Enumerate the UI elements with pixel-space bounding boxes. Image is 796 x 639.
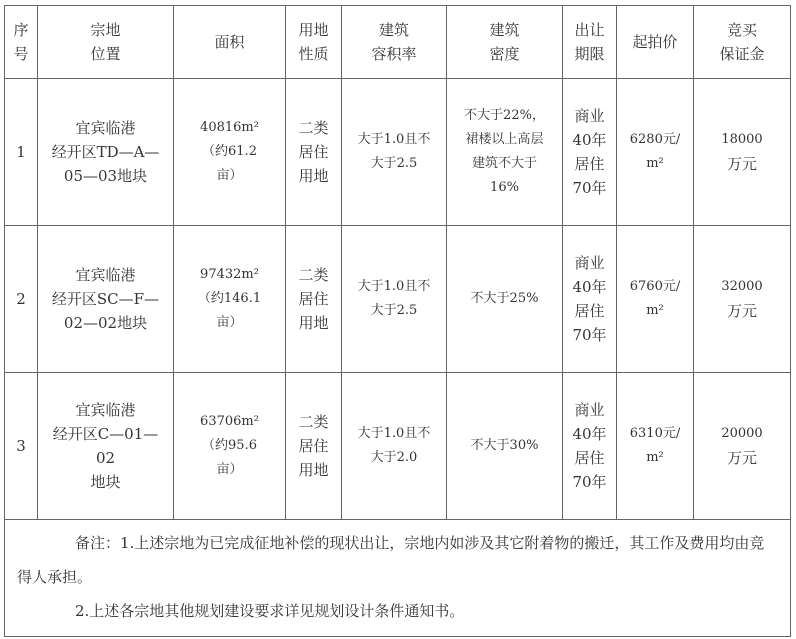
cell-area <box>174 226 286 373</box>
cell-term-line: 40年 <box>572 131 607 149</box>
cell-far-line: 大于2.5 <box>370 156 418 171</box>
notes-cell <box>5 520 791 637</box>
cell-start-price-line: m² <box>646 156 664 171</box>
cell-far-line: 大于2.5 <box>370 303 418 318</box>
header-use-line-2: 性质 <box>298 45 329 63</box>
header-density <box>447 6 563 79</box>
header-density-line-1: 建筑 <box>489 21 520 39</box>
table-row <box>5 226 791 373</box>
cell-term <box>563 79 617 226</box>
cell-density-line: 裙楼以上高层 <box>465 132 544 147</box>
cell-term-line: 居住 <box>574 302 605 320</box>
cell-density-line: 不大于22%， <box>464 108 545 123</box>
cell-start-price-line: m² <box>646 450 664 465</box>
cell-start-price-line: m² <box>646 303 664 318</box>
cell-no-value: 2 <box>16 290 26 308</box>
header-no <box>5 6 38 79</box>
header-deposit <box>694 6 791 79</box>
cell-term-line: 商业 <box>574 254 605 272</box>
header-no-line-1: 序 <box>13 21 29 39</box>
header-row <box>5 6 791 79</box>
cell-area <box>174 373 286 520</box>
cell-density-line: 不大于25% <box>470 291 539 306</box>
header-term-line-1: 出让 <box>574 21 605 39</box>
cell-location-line: 经开区C—01— <box>52 425 159 443</box>
cell-area-line: （约146.1 <box>197 291 262 306</box>
cell-term-line: 商业 <box>574 107 605 125</box>
cell-use-line: 居住 <box>298 143 329 161</box>
header-start-price-line-1: 起拍价 <box>632 33 678 51</box>
cell-start-price-line: 6760元/ <box>629 279 681 294</box>
cell-far-line: 大于1.0且不 <box>357 132 431 147</box>
cell-use-line: 二类 <box>298 119 329 137</box>
cell-deposit <box>694 226 791 373</box>
header-location-line-2: 位置 <box>90 45 121 63</box>
cell-no <box>5 79 38 226</box>
note-2: 2.上述各宗地其他规划建设要求详见规划设计条件通知书。 <box>75 602 465 620</box>
cell-location-line: 02—02地块 <box>63 314 148 332</box>
cell-area-line: 40816m² <box>200 120 259 135</box>
cell-start-price <box>617 226 694 373</box>
cell-location-line: 02 <box>95 449 116 467</box>
cell-term <box>563 226 617 373</box>
cell-location-line: 地块 <box>90 473 121 491</box>
cell-density-line: 建筑不大于 <box>471 156 537 171</box>
cell-far <box>342 226 447 373</box>
cell-density <box>447 373 563 520</box>
cell-location-line: 宜宾临港 <box>75 266 136 284</box>
cell-location <box>38 373 174 520</box>
cell-start-price <box>617 373 694 520</box>
cell-deposit-line: 万元 <box>726 302 757 320</box>
cell-use-line: 用地 <box>298 167 329 185</box>
cell-use <box>286 79 342 226</box>
header-deposit-line-1: 竞买 <box>726 21 757 39</box>
cell-area-line: 97432m² <box>200 267 259 282</box>
header-use-line-1: 用地 <box>298 21 329 39</box>
header-density-line-2: 密度 <box>489 45 520 63</box>
cell-location-line: 宜宾临港 <box>75 119 136 137</box>
header-term <box>563 6 617 79</box>
cell-no <box>5 226 38 373</box>
cell-term-line: 70年 <box>572 473 607 491</box>
header-far <box>342 6 447 79</box>
cell-use-line: 居住 <box>298 290 329 308</box>
cell-deposit-line: 万元 <box>726 155 757 173</box>
header-far-line-2: 容积率 <box>371 45 417 63</box>
cell-start-price <box>617 79 694 226</box>
cell-deposit <box>694 79 791 226</box>
cell-term-line: 70年 <box>572 326 607 344</box>
cell-term-line: 居住 <box>574 155 605 173</box>
cell-area <box>174 79 286 226</box>
cell-no-value: 1 <box>16 143 26 161</box>
cell-area-line: 63706m² <box>200 414 259 429</box>
cell-location-line: 经开区TD—A— <box>51 143 160 161</box>
table-row <box>5 373 791 520</box>
cell-density <box>447 226 563 373</box>
note-1: 备注：1.上述宗地为已完成征地补偿的现状出让，宗地内如涉及其它附着物的搬迁，其工作及费用均由竞得人承担。 <box>17 534 765 586</box>
cell-use <box>286 226 342 373</box>
cell-area-line: 亩） <box>216 462 243 477</box>
cell-area-line: （约95.6 <box>202 438 257 453</box>
cell-far-line: 大于1.0且不 <box>357 426 431 441</box>
cell-start-price-line: 6280元/ <box>629 132 681 147</box>
cell-deposit-line: 万元 <box>726 449 757 467</box>
header-area-line-1: 面积 <box>214 33 245 51</box>
header-term-line-2: 期限 <box>574 45 605 63</box>
cell-use-line: 用地 <box>298 461 329 479</box>
header-start-price <box>617 6 694 79</box>
cell-term-line: 40年 <box>572 278 607 296</box>
cell-location-line: 05—03地块 <box>63 167 148 185</box>
cell-use-line: 二类 <box>298 266 329 284</box>
header-use <box>286 6 342 79</box>
cell-term-line: 70年 <box>572 179 607 197</box>
cell-far <box>342 79 447 226</box>
table-body <box>5 6 791 637</box>
cell-term-line: 商业 <box>574 401 605 419</box>
cell-area-line: （约61.2 <box>202 144 257 159</box>
cell-term-line: 40年 <box>572 425 607 443</box>
cell-far <box>342 373 447 520</box>
cell-no <box>5 373 38 520</box>
header-no-line-2: 号 <box>13 45 29 63</box>
table-row <box>5 79 791 226</box>
cell-area-line: 亩） <box>216 315 243 330</box>
cell-deposit-line: 20000 <box>721 426 763 441</box>
header-area <box>174 6 286 79</box>
cell-use-line: 二类 <box>298 413 329 431</box>
land-auction-table-container <box>4 5 790 633</box>
cell-location-line: 宜宾临港 <box>75 401 136 419</box>
cell-far-line: 大于2.0 <box>370 450 418 465</box>
cell-density <box>447 79 563 226</box>
cell-location <box>38 79 174 226</box>
cell-use-line: 居住 <box>298 437 329 455</box>
cell-far-line: 大于1.0且不 <box>357 279 431 294</box>
cell-use-line: 用地 <box>298 314 329 332</box>
cell-no-value: 3 <box>16 437 26 455</box>
cell-area-line: 亩） <box>216 168 243 183</box>
cell-location-line: 经开区SC—F— <box>51 290 160 308</box>
cell-density-line: 16% <box>490 180 519 195</box>
header-deposit-line-2: 保证金 <box>719 45 765 63</box>
cell-deposit-line: 18000 <box>721 132 763 147</box>
cell-density-line: 不大于30% <box>470 438 539 453</box>
header-far-line-1: 建筑 <box>378 21 409 39</box>
header-location-line-1: 宗地 <box>90 21 121 39</box>
cell-term-line: 居住 <box>574 449 605 467</box>
cell-start-price-line: 6310元/ <box>629 426 681 441</box>
notes-row <box>5 520 791 637</box>
header-location <box>38 6 174 79</box>
cell-deposit-line: 32000 <box>721 279 763 294</box>
cell-deposit <box>694 373 791 520</box>
land-auction-table <box>4 5 791 637</box>
cell-use <box>286 373 342 520</box>
cell-location <box>38 226 174 373</box>
cell-term <box>563 373 617 520</box>
